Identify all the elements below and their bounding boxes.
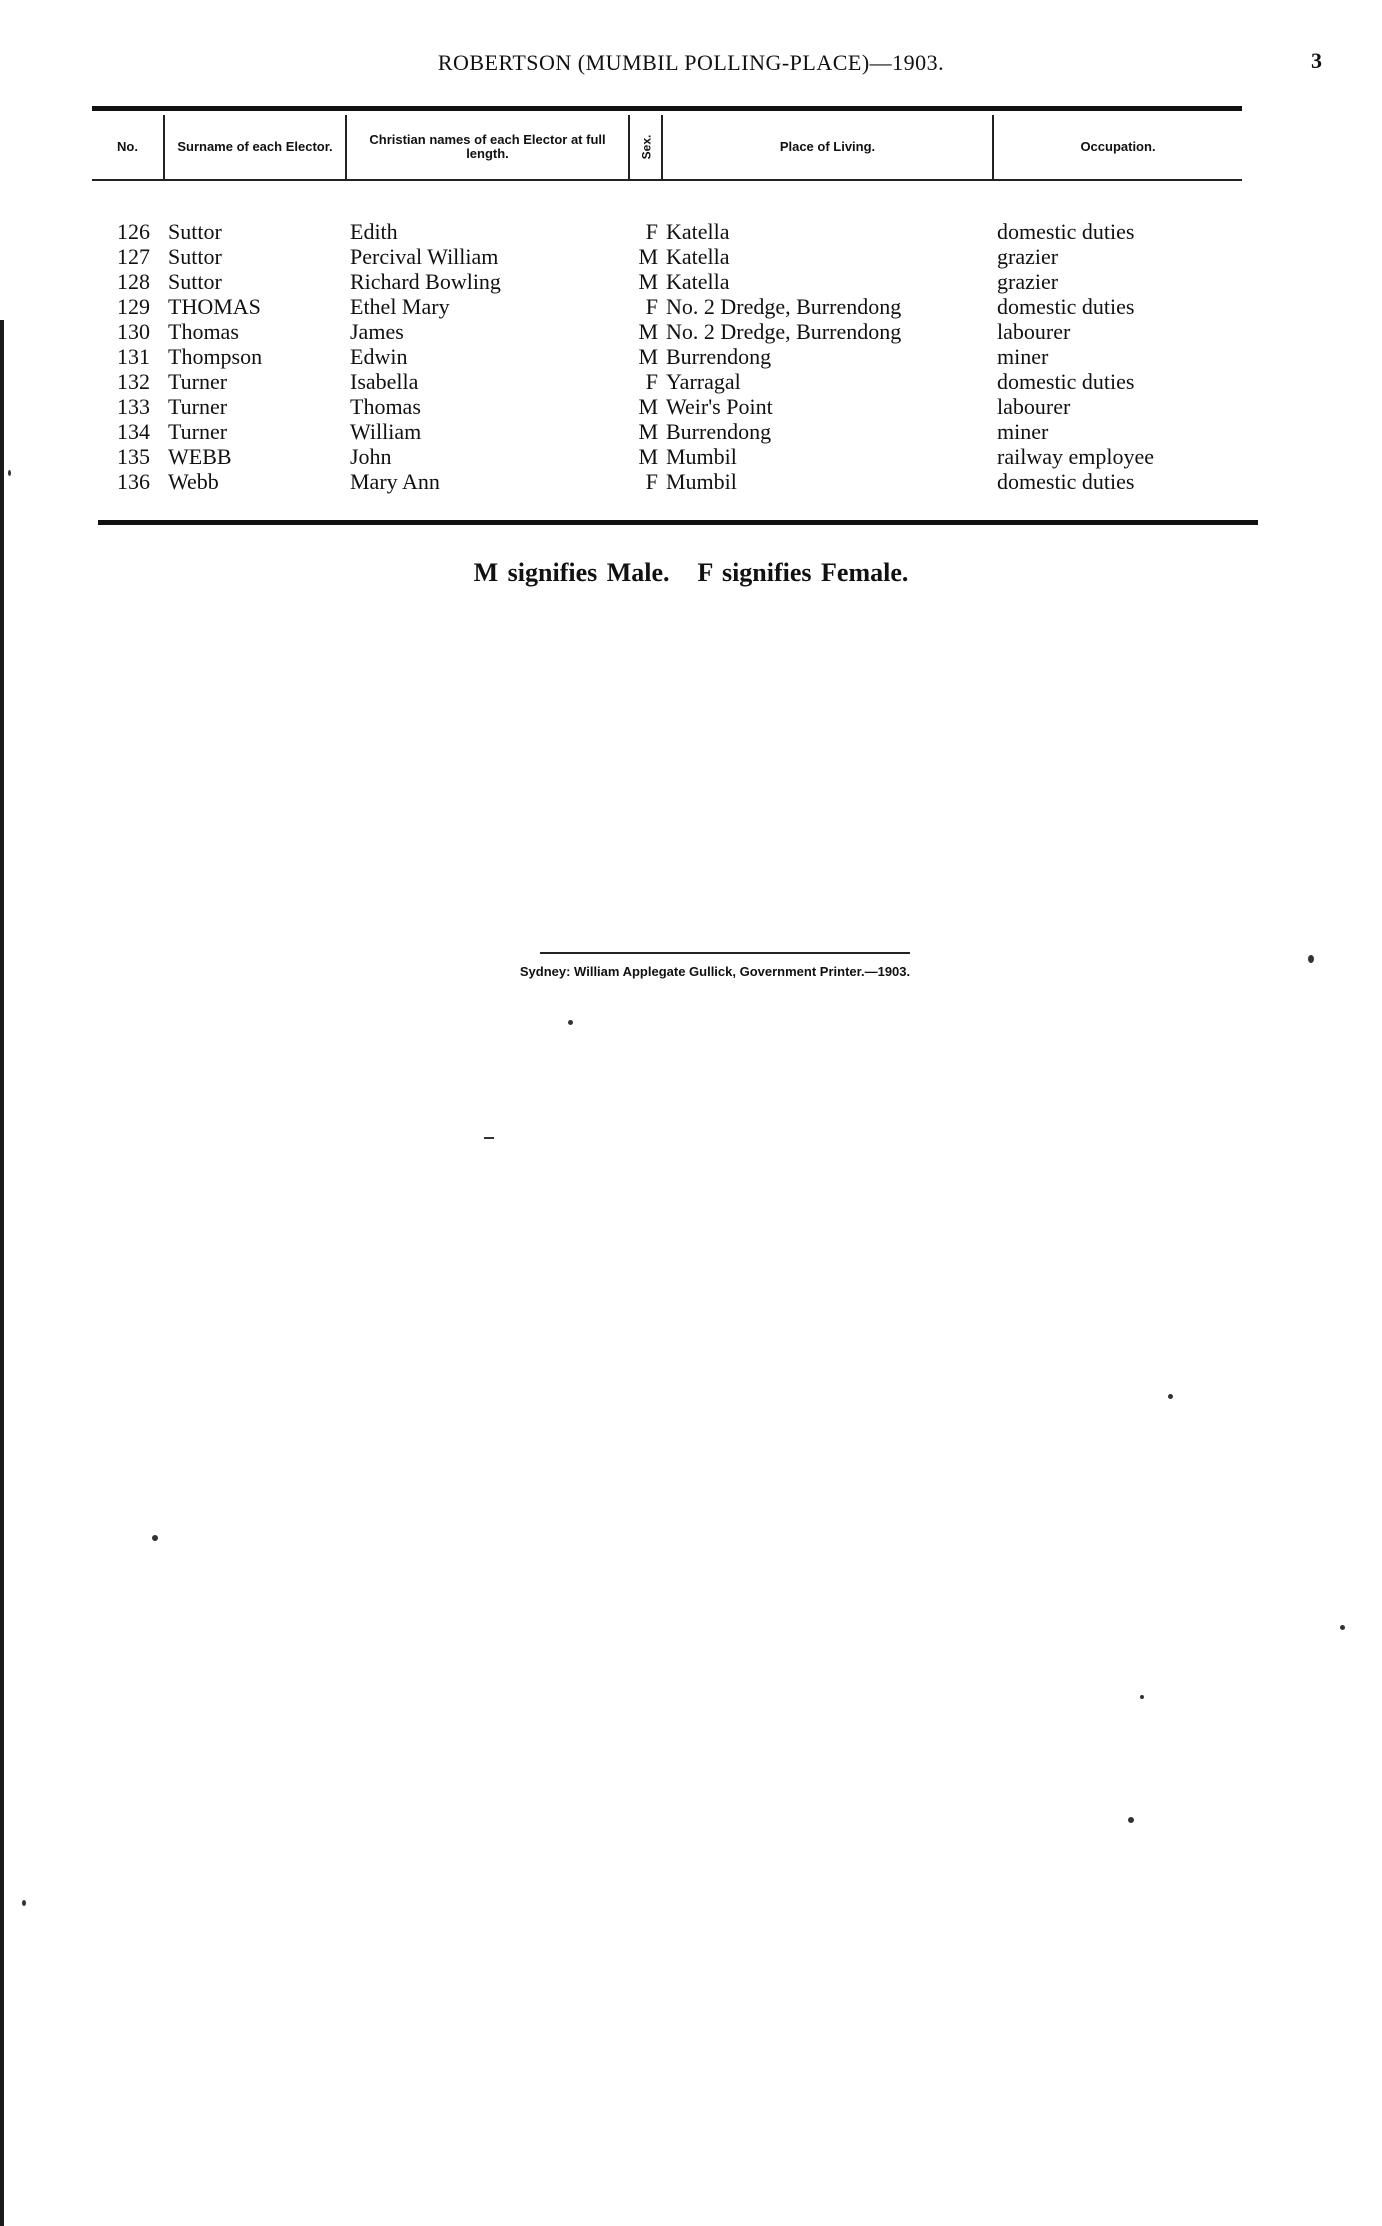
row-occupation: domestic duties (997, 294, 1135, 319)
scan-speck (8, 470, 11, 476)
row-place-of-living: No. 2 Dredge, Burrendong (666, 294, 902, 319)
row-sex: M (638, 419, 658, 444)
table-row (92, 319, 1242, 344)
row-christian-names: Ethel Mary (350, 294, 450, 319)
row-number: 128 (117, 269, 150, 294)
sex-legend (0, 558, 1382, 588)
scan-speck (1340, 1625, 1345, 1630)
col-header-surname: Surname of each Elector. (164, 115, 346, 180)
table-header-row (92, 115, 1242, 180)
row-christian-names: James (350, 319, 404, 344)
row-place-of-living: Burrendong (666, 344, 772, 369)
row-surname: Suttor (168, 219, 222, 244)
row-number: 132 (117, 369, 150, 394)
legend-male: M signifies Male. (473, 558, 670, 587)
row-occupation: grazier (997, 244, 1059, 269)
row-christian-names: Edwin (350, 344, 408, 369)
row-occupation: domestic duties (997, 219, 1135, 244)
row-occupation: domestic duties (997, 369, 1135, 394)
row-christian-names: Thomas (350, 394, 421, 419)
row-sex: F (645, 469, 658, 494)
table-row (92, 419, 1242, 444)
row-sex: M (638, 444, 658, 469)
row-christian-names: Richard Bowling (350, 269, 501, 294)
row-number: 134 (117, 419, 150, 444)
col-header-place-of-living: Place of Living. (662, 115, 993, 180)
table-row (92, 294, 1242, 319)
table-top-rule (92, 106, 1242, 111)
table-row (92, 369, 1242, 394)
row-place-of-living: Mumbil (666, 444, 737, 469)
table-row (92, 269, 1242, 294)
row-place-of-living: Yarragal (666, 369, 741, 394)
scan-speck (1308, 955, 1314, 963)
table-bottom-rule (98, 520, 1258, 525)
col-header-no: No. (92, 115, 164, 180)
row-number: 129 (117, 294, 150, 319)
row-place-of-living: Katella (666, 244, 730, 269)
row-occupation: domestic duties (997, 469, 1135, 494)
scan-speck (22, 1900, 26, 1906)
row-sex: M (638, 319, 658, 344)
row-place-of-living: Burrendong (666, 419, 772, 444)
col-header-sex-label: Sex. (639, 134, 654, 160)
row-surname: Turner (168, 369, 228, 394)
row-sex: M (638, 244, 658, 269)
row-place-of-living: No. 2 Dredge, Burrendong (666, 319, 902, 344)
row-surname: Suttor (168, 244, 222, 269)
row-number: 130 (117, 319, 150, 344)
row-surname: Thompson (168, 344, 263, 369)
page-title: ROBERTSON (MUMBIL POLLING-PLACE)—1903. (437, 50, 945, 75)
row-christian-names: Percival William (350, 244, 499, 269)
scan-speck (1128, 1817, 1134, 1823)
table-row (92, 469, 1242, 494)
row-place-of-living: Mumbil (666, 469, 737, 494)
row-sex: M (638, 269, 658, 294)
row-occupation: labourer (997, 394, 1071, 419)
scan-speck (1140, 1695, 1144, 1699)
row-surname: Turner (168, 419, 228, 444)
row-christian-names: John (350, 444, 392, 469)
scan-speck (568, 1020, 573, 1025)
row-surname: Turner (168, 394, 228, 419)
row-occupation: labourer (997, 319, 1071, 344)
row-surname: Thomas (168, 319, 239, 344)
page-edge-rule (0, 320, 4, 2226)
printer-imprint: Sydney: William Applegate Gullick, Government Printer.—1903. (519, 964, 911, 979)
table-row (92, 180, 1242, 244)
row-surname: Webb (168, 469, 219, 494)
row-occupation: miner (997, 344, 1049, 369)
row-occupation: miner (997, 419, 1049, 444)
row-sex: M (638, 344, 658, 369)
row-number: 136 (117, 469, 150, 494)
scan-speck (152, 1535, 158, 1541)
row-occupation: railway employee (997, 444, 1154, 469)
row-place-of-living: Katella (666, 219, 730, 244)
row-christian-names: William (350, 419, 422, 444)
row-sex: F (645, 294, 658, 319)
row-place-of-living: Weir's Point (666, 394, 773, 419)
row-number: 131 (117, 344, 150, 369)
table-row (92, 394, 1242, 419)
row-number: 133 (117, 394, 150, 419)
row-christian-names: Edith (350, 219, 398, 244)
col-header-occupation: Occupation. (993, 115, 1242, 180)
table-row (92, 244, 1242, 269)
table-row (92, 444, 1242, 469)
row-surname: THOMAS (168, 294, 261, 319)
row-number: 135 (117, 444, 150, 469)
page-number: 3 (1311, 48, 1322, 73)
scan-speck (484, 1137, 494, 1139)
row-sex: F (645, 219, 658, 244)
row-number: 126 (117, 219, 150, 244)
table-body (92, 180, 1242, 494)
electoral-roll-table-wrap (92, 106, 1242, 494)
row-surname: WEBB (168, 444, 232, 469)
col-header-christian-names: Christian names of each Elector at full length. (346, 115, 629, 180)
row-sex: M (638, 394, 658, 419)
table-row (92, 344, 1242, 369)
row-surname: Suttor (168, 269, 222, 294)
electoral-roll-table (92, 115, 1242, 494)
row-christian-names: Isabella (350, 369, 419, 394)
row-place-of-living: Katella (666, 269, 730, 294)
col-header-sex (629, 115, 662, 180)
row-sex: F (645, 369, 658, 394)
row-christian-names: Mary Ann (350, 469, 440, 494)
scan-speck (1168, 1394, 1173, 1399)
legend-female: F signifies Female. (697, 558, 909, 587)
row-occupation: grazier (997, 269, 1059, 294)
printer-rule (540, 952, 910, 954)
row-number: 127 (117, 244, 150, 269)
